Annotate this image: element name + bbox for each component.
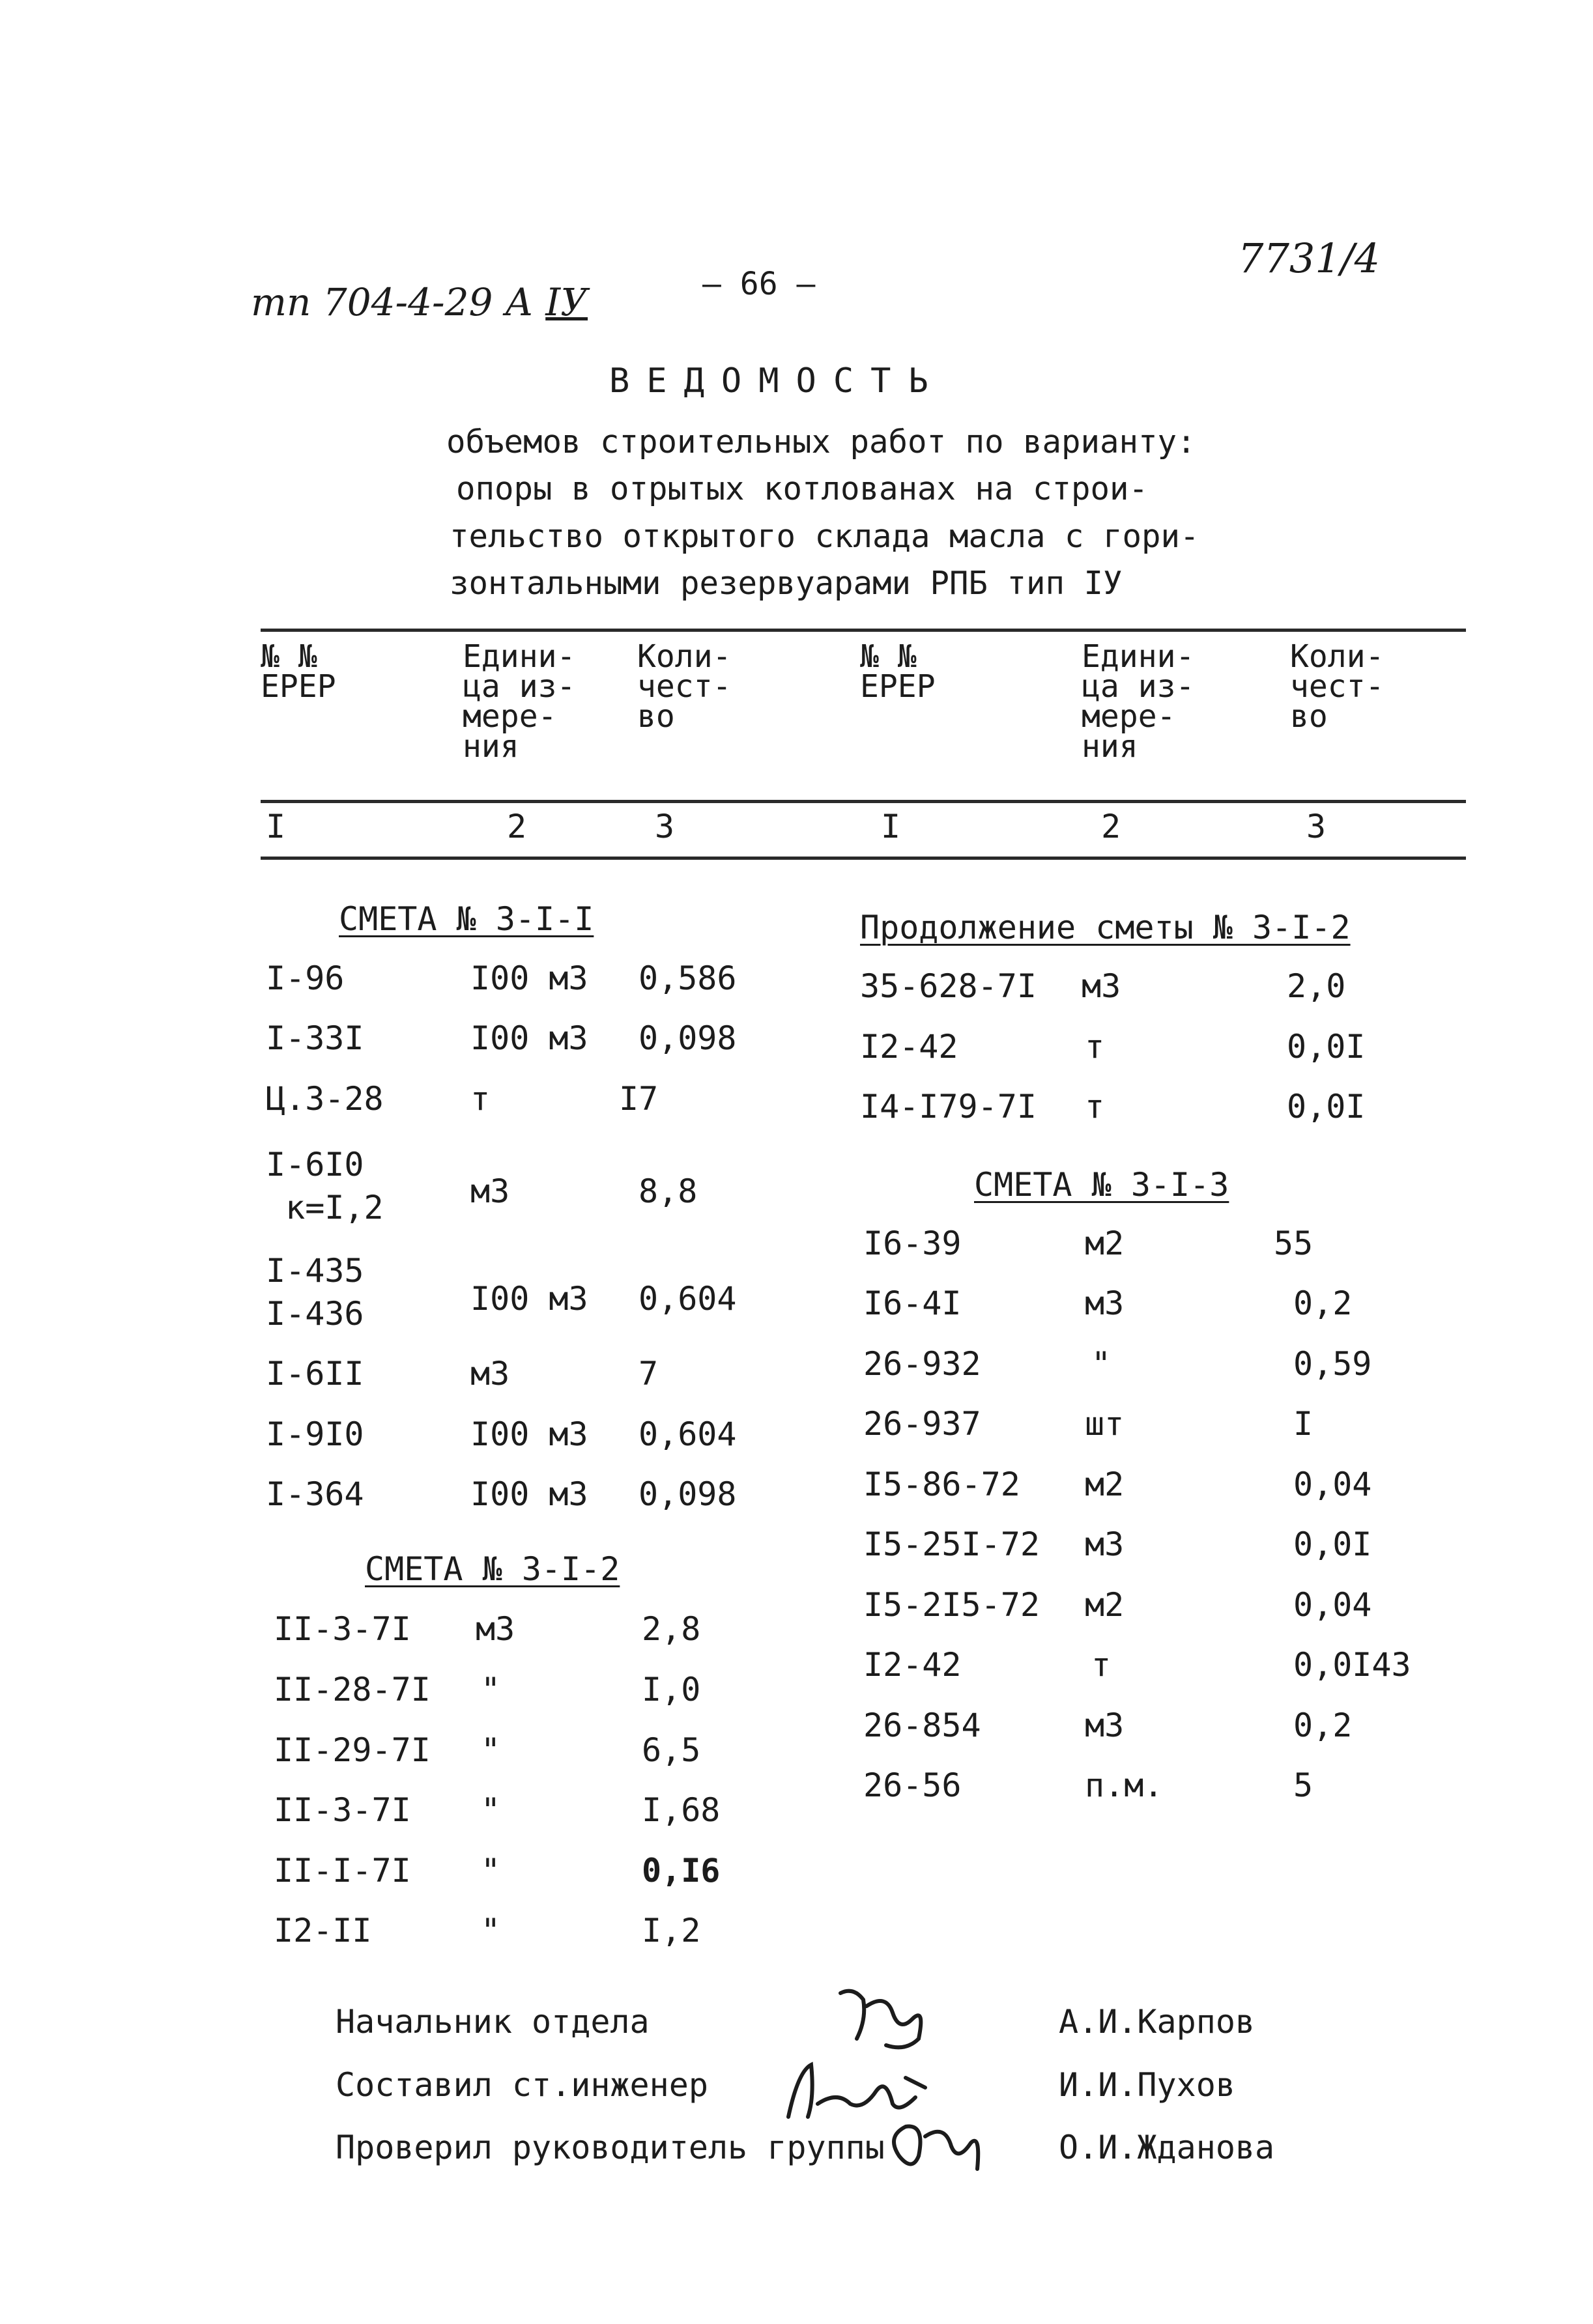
col5-header-line: ния (1082, 728, 1138, 765)
row-code: I2-42 (860, 1028, 958, 1066)
row-unit: I00 м3 (470, 1019, 588, 1057)
row-qty: 0,04 (1293, 1586, 1372, 1624)
subtitle-line-3: тельство открытого склада масла с гори- (450, 518, 1199, 555)
col4-header-line: № № (860, 638, 917, 675)
section-title: СМЕТА № 3-I-I (339, 900, 594, 938)
col1-header (261, 638, 336, 705)
row-code: I2-II (274, 1912, 372, 1949)
row-unit: " (481, 1912, 501, 1949)
row-qty: I,68 (642, 1791, 721, 1829)
row-code: II-28-7I (274, 1671, 431, 1708)
row-qty: 0,2 (1293, 1284, 1353, 1322)
row-unit: т (1091, 1646, 1112, 1684)
col-number: 3 (1306, 808, 1327, 845)
col2-header (463, 638, 576, 765)
col6-header-line: Коли- (1290, 638, 1385, 675)
table-numbers-rule (261, 857, 1466, 860)
row-unit: " (481, 1791, 501, 1829)
signature-role: Начальник отдела (336, 2003, 650, 2041)
row-code: II-I-7I (274, 1852, 411, 1890)
row-qty: 0,59 (1293, 1345, 1372, 1383)
col-number: I (881, 808, 901, 845)
row-code: Ц.3-28 (266, 1080, 384, 1118)
row-code: I-364 (266, 1475, 364, 1513)
row-qty: 0,2 (1293, 1707, 1353, 1744)
row-unit: м3 (470, 1172, 510, 1210)
row-qty: 0,I6 (642, 1852, 721, 1890)
row-unit: м3 (1085, 1284, 1125, 1322)
section-title: СМЕТА № 3-I-3 (974, 1166, 1229, 1204)
row-qty: 0,604 (639, 1280, 737, 1318)
col2-header-line: Едини- (463, 638, 576, 675)
row-qty: 0,0I43 (1293, 1646, 1411, 1684)
row-qty: 0,0I (1287, 1088, 1366, 1126)
row-qty: I7 (619, 1080, 659, 1118)
col3-header-line: чест- (637, 668, 732, 705)
document-code-text: тп 704-4-29 А (251, 280, 534, 324)
subtitle-line-1: объемов строительных работ по варианту: (446, 423, 1196, 461)
col-number: 2 (507, 808, 527, 845)
row-unit: т (1085, 1088, 1105, 1126)
row-qty: 5 (1293, 1766, 1313, 1804)
row-qty: 0,098 (639, 1019, 737, 1057)
col-number: I (266, 808, 286, 845)
col5-header-line: Едини- (1082, 638, 1195, 675)
row-unit: т (1085, 1028, 1105, 1066)
row-unit: шт (1085, 1405, 1125, 1443)
col-number: 2 (1101, 808, 1121, 845)
archive-number: 7731/4 (1238, 234, 1381, 282)
row-code: I5-2I5-72 (863, 1586, 1040, 1624)
row-unit: " (481, 1671, 501, 1708)
row-code: I6-4I (863, 1284, 962, 1322)
table-header-rule (261, 800, 1466, 803)
row-code: I-96 (266, 959, 345, 997)
row-code: II-3-7I (274, 1610, 411, 1648)
row-unit: м2 (1085, 1225, 1125, 1262)
row-code: I-6I0 к=I,2 (266, 1146, 384, 1226)
row-qty: 0,604 (639, 1415, 737, 1453)
row-qty: 6,5 (642, 1731, 701, 1769)
row-unit: м2 (1085, 1586, 1125, 1624)
signature-role: Составил ст.инженер (336, 2066, 708, 2104)
row-qty: 8,8 (639, 1172, 698, 1210)
document-code-section: IУ (545, 280, 588, 324)
row-qty: 0,098 (639, 1475, 737, 1513)
col3-header-line: Коли- (637, 638, 732, 675)
row-qty: I,0 (642, 1671, 701, 1708)
signature-name: А.И.Карпов (1059, 2003, 1256, 2041)
col2-header-line: ния (463, 728, 519, 765)
row-qty: 2,8 (642, 1610, 701, 1648)
col6-header (1290, 638, 1385, 735)
col6-header-line: чест- (1290, 668, 1385, 705)
section-title: СМЕТА № 3-I-2 (365, 1550, 620, 1588)
row-unit: I00 м3 (470, 959, 588, 997)
row-code: II-3-7I (274, 1791, 411, 1829)
col2-header-line: мере- (463, 698, 557, 735)
row-qty: 7 (639, 1355, 659, 1393)
col4-header (860, 638, 936, 705)
col3-header-line: во (637, 698, 675, 735)
row-unit: " (1091, 1345, 1112, 1383)
document-title: ВЕДОМОСТЬ (609, 361, 945, 401)
row-qty: 0,0I (1293, 1525, 1372, 1563)
row-code: 35-628-7I (860, 967, 1037, 1005)
col-number: 3 (655, 808, 675, 845)
row-qty: 2,0 (1287, 967, 1346, 1005)
row-code: I2-42 (863, 1646, 962, 1684)
subtitle-line-4: зонтальными резервуарами РПБ тип IУ (450, 565, 1123, 602)
col1-header-line: № № (261, 638, 317, 675)
row-unit: " (481, 1852, 501, 1890)
table-top-rule (261, 629, 1466, 632)
signature-name: И.И.Пухов (1059, 2066, 1235, 2104)
col5-header-line: ца из- (1082, 668, 1195, 705)
row-code: I5-25I-72 (863, 1525, 1040, 1563)
row-code: 26-854 (863, 1707, 981, 1744)
handwritten-signature (880, 2110, 990, 2182)
col5-header-line: мере- (1082, 698, 1176, 735)
row-code: 26-932 (863, 1345, 981, 1383)
row-code: II-29-7I (274, 1731, 431, 1769)
col6-header-line: во (1290, 698, 1328, 735)
row-unit: I00 м3 (470, 1280, 588, 1318)
row-qty: 55 (1274, 1225, 1313, 1262)
row-qty: 0,04 (1293, 1466, 1372, 1503)
row-code: I4-I79-7I (860, 1088, 1037, 1126)
col5-header (1082, 638, 1195, 765)
row-code: 26-937 (863, 1405, 981, 1443)
row-code: 26-56 (863, 1766, 962, 1804)
row-unit: м3 (1085, 1707, 1125, 1744)
signature-name: О.И.Жданова (1059, 2129, 1275, 2166)
row-unit: м3 (470, 1355, 510, 1393)
col4-header-line: ЕРЕР (860, 668, 936, 705)
row-unit: м3 (1085, 1525, 1125, 1563)
row-code: I-9I0 (266, 1415, 364, 1453)
subtitle-line-2: опоры в отрытых котлованах на строи- (456, 470, 1149, 507)
page-number: — 66 — (702, 266, 816, 302)
col2-header-line: ца из- (463, 668, 576, 705)
document-code (251, 280, 588, 324)
col3-header (637, 638, 732, 735)
row-code: I6-39 (863, 1225, 962, 1262)
row-code: I-435 I-436 (266, 1252, 364, 1333)
row-unit: I00 м3 (470, 1415, 588, 1453)
row-unit: " (481, 1731, 501, 1769)
row-unit: м2 (1085, 1466, 1125, 1503)
row-unit: м3 (1082, 967, 1121, 1005)
row-unit: т (470, 1080, 491, 1118)
section-title: Продолжение сметы № 3-I-2 (860, 909, 1351, 946)
row-qty: 0,586 (639, 959, 737, 997)
row-qty: I (1293, 1405, 1313, 1443)
row-code: I5-86-72 (863, 1466, 1020, 1503)
row-qty: 0,0I (1287, 1028, 1366, 1066)
row-unit: I00 м3 (470, 1475, 588, 1513)
row-unit: п.м. (1085, 1766, 1164, 1804)
row-qty: I,2 (642, 1912, 701, 1949)
signature-role: Проверил руководитель группы (336, 2129, 885, 2166)
row-code: I-33I (266, 1019, 364, 1057)
row-code: I-6II (266, 1355, 364, 1393)
col1-header-line: ЕРЕР (261, 668, 336, 705)
row-unit: м3 (476, 1610, 515, 1648)
